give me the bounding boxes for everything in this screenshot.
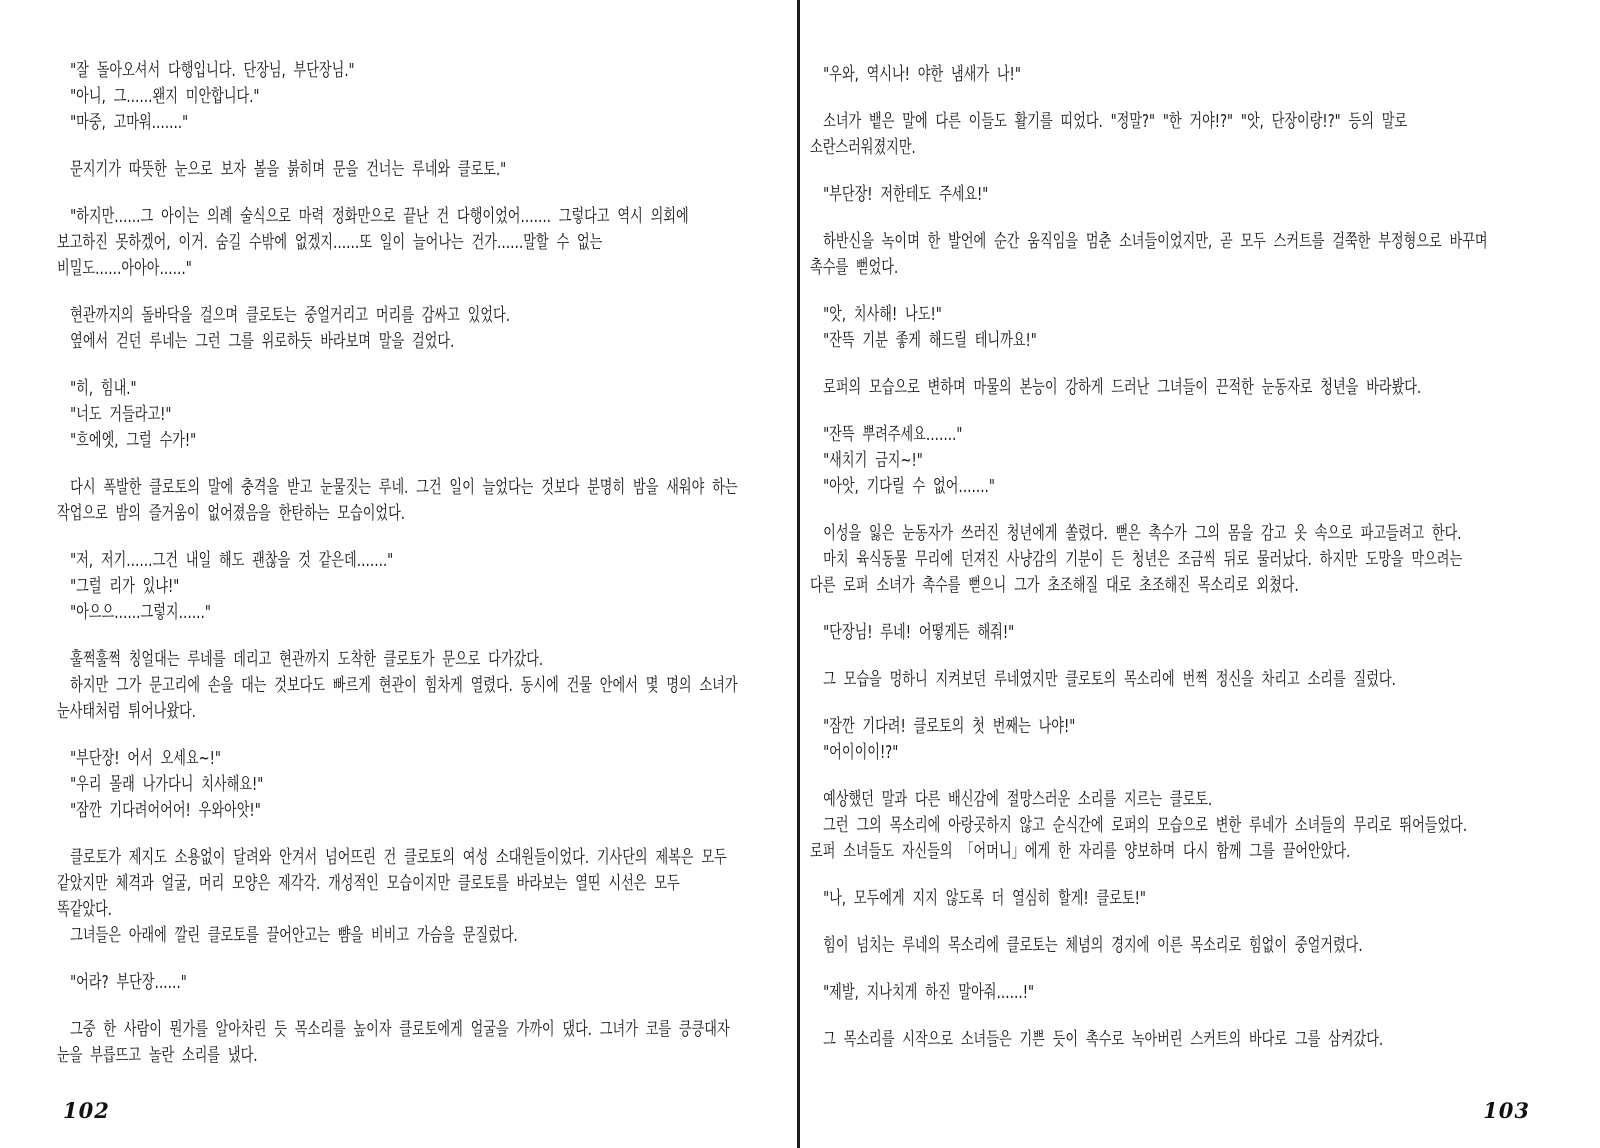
- text-line: 그녀들은 아래에 깔린 클로토를 끌어안고는 뺨을 비비고 가슴을 문질렀다.: [70, 925, 518, 946]
- text-line: "잔뜩 기분 좋게 해드릴 테니까요!": [823, 330, 1037, 351]
- text-line: 이성을 잃은 눈동자가 쓰러진 청년에게 쏠렸다. 뻗은 촉수가 그의 몸을 감고 옷 속으로 파고들려고 한다.: [823, 523, 1462, 544]
- text-line: 똑같았다.: [57, 899, 112, 920]
- blank-line: [810, 959, 1594, 980]
- text-line: "그럴 리가 있냐!": [70, 576, 180, 597]
- text-line: "아니, 그……왠지 미안합니다.": [70, 86, 260, 107]
- text-line: 그 모습을 멍하니 지켜보던 루네였지만 클로토의 목소리에 번쩍 정신을 차리고 소리를 질렀다.: [823, 669, 1396, 690]
- blank-line: [57, 282, 791, 303]
- text-line: 그 목소리를 시작으로 소녀들은 기쁜 듯이 촉수로 녹아버린 스커트의 바다로 그를 삼켜갔다.: [823, 1029, 1384, 1050]
- text-line: "나, 모두에게 지지 않도록 더 열심히 할게! 클로토!": [823, 888, 1146, 909]
- text-line: 옆에서 걷던 루네는 그런 그를 위로하듯 바라보며 말을 걸었다.: [70, 331, 455, 352]
- text-line: "어이이이!?": [823, 742, 899, 763]
- text-line: 눈을 부릅뜨고 놀란 소리를 냈다.: [57, 1045, 258, 1066]
- text-line: 하지만 그가 문고리에 손을 대는 것보다도 빠르게 현관이 힘차게 열렸다. 동시에 건물 안에서 몇 명의 소녀가: [70, 675, 738, 696]
- text-line: "아으으……그렇지……": [70, 602, 211, 623]
- text-line: "히, 힘내.": [70, 378, 137, 399]
- text-line: 소란스러워졌지만.: [810, 137, 916, 158]
- text-line: "부단장! 어서 오세요~!": [70, 748, 221, 769]
- blank-line: [810, 865, 1594, 886]
- text-line: 그중 한 사람이 뭔가를 알아차린 듯 목소리를 높이자 클로토에게 얼굴을 가까이 댔다. 그녀가 코를 킁킁대자: [70, 1019, 730, 1040]
- blank-line: [57, 355, 791, 376]
- blank-line: [57, 454, 791, 475]
- text-line: "너도 거들라고!": [70, 404, 172, 425]
- blank-line: [810, 281, 1594, 302]
- page-gutter-divider: [797, 0, 800, 1148]
- blank-line: [810, 1006, 1594, 1027]
- blank-line: [810, 161, 1594, 182]
- blank-line: [810, 599, 1594, 620]
- text-line: 같았지만 체격과 얼굴, 머리 모양은 제각각. 개성적인 모습이지만 클로토를 바라보는 열띤 시선은 모두: [57, 873, 680, 894]
- blank-line: [57, 949, 791, 970]
- blank-line: [810, 646, 1594, 667]
- text-line: 로퍼의 모습으로 변하며 마물의 본능이 강하게 드러난 그녀들이 끈적한 눈동자로 청년을 바라봤다.: [823, 377, 1422, 398]
- text-line: "잘 돌아오셔서 다행입니다. 단장님, 부단장님.": [70, 60, 355, 81]
- blank-line: [810, 693, 1594, 714]
- text-line: 소녀가 뱉은 말에 다른 이들도 활기를 띠었다. "정말?" "한 거야!?" "앗, 단장이랑!?" 등의 말로: [823, 111, 1408, 132]
- text-line: "잠깐 기다려어어어! 우와아앗!": [70, 800, 261, 821]
- text-line: "우리 몰래 나가다니 치사해요!": [70, 774, 264, 795]
- text-line: 다른 로퍼 소녀가 촉수를 뻗으니 그가 초조해질 대로 초조해진 목소리로 외쳤다.: [810, 575, 1299, 596]
- text-line: "제발, 지나치게 하진 말아줘……!": [823, 982, 1035, 1003]
- blank-line: [810, 766, 1594, 787]
- text-line: 마치 육식동물 무리에 던져진 사냥감의 기분이 든 청년은 조금씩 뒤로 물러났다. 하지만 도망을 막으려는: [823, 549, 1463, 570]
- blank-line: [57, 626, 791, 647]
- blank-line: [57, 136, 791, 157]
- blank-line: [810, 88, 1594, 109]
- text-line: "아앗, 기다릴 수 없어…….": [823, 476, 995, 497]
- blank-line: [810, 500, 1594, 521]
- text-line: "새치기 금지~!": [823, 450, 923, 471]
- text-line: "흐에엣, 그럴 수가!": [70, 430, 197, 451]
- blank-line: [57, 824, 791, 845]
- text-line: 예상했던 말과 다른 배신감에 절망스러운 소리를 지르는 클로토.: [823, 789, 1213, 810]
- text-line: 그런 그의 목소리에 아랑곳하지 않고 순식간에 로퍼의 모습으로 변한 루네가 소녀들의 무리로 뛰어들었다.: [823, 815, 1468, 836]
- text-line: 현관까지의 돌바닥을 걸으며 클로토는 중얼거리고 머리를 감싸고 있었다.: [70, 305, 510, 326]
- text-line: "마중, 고마워…….": [70, 112, 189, 133]
- text-line: "어라? 부단장……": [70, 972, 187, 993]
- blank-line: [810, 912, 1594, 933]
- text-line: 문지기가 따뜻한 눈으로 보자 볼을 붉히며 문을 건너는 루네와 클로토.": [70, 159, 507, 180]
- text-line: "잠깐 기다려! 클로토의 첫 번째는 나야!": [823, 716, 1076, 737]
- text-line: 비밀도……아아아……": [57, 258, 192, 279]
- page-right: [801, 0, 1600, 1148]
- text-line: 촉수를 뻗었다.: [810, 257, 899, 278]
- text-line: "우와, 역시나! 야한 냄새가 나!": [823, 64, 1021, 85]
- text-line: "단장님! 루네! 어떻게든 해줘!": [823, 622, 1015, 643]
- text-line: 눈사태처럼 튀어나왔다.: [57, 701, 196, 722]
- text-line: 작업으로 밤의 즐거움이 없어졌음을 한탄하는 모습이었다.: [57, 503, 405, 524]
- text-line: "하지만……그 아이는 의례 술식으로 마력 정화만으로 끝난 건 다행이었어……. 그렇다고 역시 의회에: [70, 206, 689, 227]
- text-line: "부단장! 저한테도 주세요!": [823, 184, 989, 205]
- text-line: 훌쩍훌쩍 칭얼대는 루네를 데리고 현관까지 도착한 클로토가 문으로 다가갔다.: [70, 649, 544, 670]
- blank-line: [57, 725, 791, 746]
- blank-line: [57, 527, 791, 548]
- page-number-left: 102: [63, 1098, 110, 1123]
- text-line: "잔뜩 뿌려주세요…….": [823, 424, 963, 445]
- text-line: 힘이 넘치는 루네의 목소리에 클로토는 체념의 경지에 이른 목소리로 힘없이 중얼거렸다.: [823, 935, 1363, 956]
- blank-line: [810, 401, 1594, 422]
- page-left: [0, 0, 797, 1148]
- text-line: 로퍼 소녀들도 자신들의 「어머니」에게 한 자리를 양보하며 다시 함께 그를 끌어안았다.: [810, 841, 1351, 862]
- text-line: 하반신을 녹이며 한 발언에 순간 움직임을 멈춘 소녀들이었지만, 곧 모두 스커트를 걸쭉한 부정형으로 바꾸며: [823, 231, 1488, 252]
- blank-line: [810, 354, 1594, 375]
- page-left-text: [57, 58, 791, 1069]
- text-line: 보고하진 못하겠어, 이거. 숨길 수밖에 없겠지……또 일이 늘어나는 건가……말할 수 없는: [57, 232, 603, 253]
- text-line: 클로토가 제지도 소용없이 달려와 안겨서 넘어뜨린 건 클로토의 여성 소대원들이었다. 기사단의 제복은 모두: [70, 847, 727, 868]
- page-number-right: 103: [1483, 1098, 1530, 1123]
- blank-line: [57, 183, 791, 204]
- page-right-text: [810, 62, 1594, 1053]
- blank-line: [810, 208, 1594, 229]
- text-line: 다시 폭발한 클로토의 말에 충격을 받고 눈물짓는 루네. 그건 일이 늘었다는 것보다 분명히 밤을 새워야 하는: [70, 477, 738, 498]
- blank-line: [57, 996, 791, 1017]
- text-line: "앗, 치사해! 나도!": [823, 304, 942, 325]
- text-line: "저, 저기……그건 내일 해도 괜찮을 것 같은데…….": [70, 550, 394, 571]
